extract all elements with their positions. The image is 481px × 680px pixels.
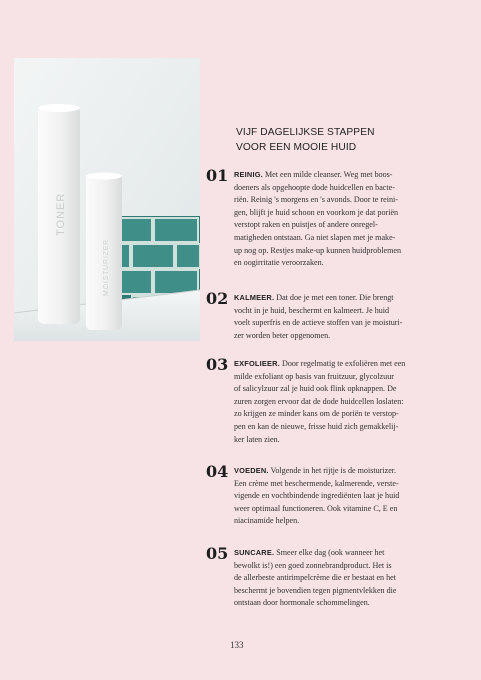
step-line: ker laten zien. bbox=[234, 434, 280, 444]
step-keyword: KALMEER. bbox=[234, 293, 275, 302]
step-line: of salicylzuur zal je huid ook flink opknappen. De bbox=[234, 384, 397, 394]
step-line: ontstaan door hormonale schommelingen. bbox=[234, 598, 370, 608]
step-line: riën. Reinig 's morgens en 's avonds. Door te reini- bbox=[234, 195, 398, 205]
step-number: 01 bbox=[206, 166, 229, 185]
step-number: 02 bbox=[206, 289, 229, 308]
step-text bbox=[234, 169, 454, 270]
small-bottle-label: MOISTURIZER bbox=[103, 238, 110, 296]
step-text bbox=[234, 465, 454, 528]
step-keyword: SUNCARE. bbox=[234, 548, 275, 557]
step-line: beschermt je bovendien tegen pigmentvlekken die bbox=[234, 585, 397, 595]
step-line: EXFOLIEER. Door regelmatig te exfoliëren met een bbox=[234, 359, 406, 368]
step-line: SUNCARE. Smeer elke dag (ook wanneer het bbox=[234, 548, 385, 557]
step-line: verstopt raken en puistjes of andere onregel- bbox=[234, 220, 378, 230]
toner-label: TONER bbox=[55, 192, 67, 236]
step-line: REINIG. Met een milde cleanser. Weg met boos- bbox=[234, 170, 393, 179]
step-line: voelt superfris en de actieve stoffen van je moisturi- bbox=[234, 318, 403, 328]
step-line: zuren zorgen ervoor dat de dode huidcellen loslaten: bbox=[234, 396, 404, 406]
step-text bbox=[234, 358, 454, 446]
step-line: vigende en vochtbindende ingrediënten laat je huid bbox=[234, 491, 400, 501]
heading-line-1: VIJF DAGELIJKSE STAPPEN bbox=[236, 127, 375, 138]
step-line: Een crème met beschermende, kalmerende, verste- bbox=[234, 478, 399, 488]
step-line: de allerbeste antirimpelcrème die er bestaat en het bbox=[234, 573, 397, 583]
step-line: milde exfoliant op basis van fruitzuur, glycolzuur bbox=[234, 371, 394, 381]
step-line: zer worden beter opgenomen. bbox=[234, 330, 331, 340]
step-number: 03 bbox=[206, 355, 229, 374]
step-line: VOEDEN. Volgende in het rijtje is de moisturizer. bbox=[234, 466, 397, 475]
step-number: 04 bbox=[206, 462, 229, 481]
bottles-illustration bbox=[14, 58, 200, 341]
step-keyword: EXFOLIEER. bbox=[234, 359, 280, 368]
step-number: 05 bbox=[206, 544, 229, 563]
product-photo bbox=[14, 58, 200, 341]
step-text bbox=[234, 292, 454, 342]
step-line: en oogirritatie veroorzaken. bbox=[234, 258, 324, 268]
step-line: weer optimaal functioneren. Ook vitamine C, E en bbox=[234, 503, 398, 513]
step-line: gen, blijft je huid schoon en voorkom je dat poriën bbox=[234, 207, 399, 217]
step-line: vocht in je huid, beschermt en kalmeert. Je huid bbox=[234, 305, 390, 315]
step-line: niacinamide helpen. bbox=[234, 516, 300, 526]
step-keyword: REINIG. bbox=[234, 170, 263, 179]
step-line: KALMEER. Dat doe je met een toner. Die brengt bbox=[234, 293, 394, 302]
page-number: 133 bbox=[230, 640, 244, 650]
step-line: up nog op. Restjes make-up kunnen huidproblemen bbox=[234, 245, 402, 255]
step-line: matigheden ontstaan. Ga niet slapen met je make- bbox=[234, 232, 396, 242]
toner-bottle bbox=[38, 104, 80, 324]
step-line: doeners als opgehoopte dode huidcellen en bacte- bbox=[234, 182, 395, 192]
moisturizer-bottle bbox=[86, 173, 122, 331]
page-heading bbox=[236, 125, 466, 155]
step-keyword: VOEDEN. bbox=[234, 466, 269, 475]
step-line: pen en kan de nieuwe, frisse huid zich gemakkelij- bbox=[234, 421, 399, 431]
heading-line-2: VOOR EEN MOOIE HUID bbox=[236, 142, 357, 153]
step-line: bewolkt is!) een goed zonnebrandproduct. Het is bbox=[234, 560, 392, 570]
step-line: zo krijgen ze minder kans om de poriën te verstop- bbox=[234, 409, 399, 419]
step-text bbox=[234, 547, 454, 610]
